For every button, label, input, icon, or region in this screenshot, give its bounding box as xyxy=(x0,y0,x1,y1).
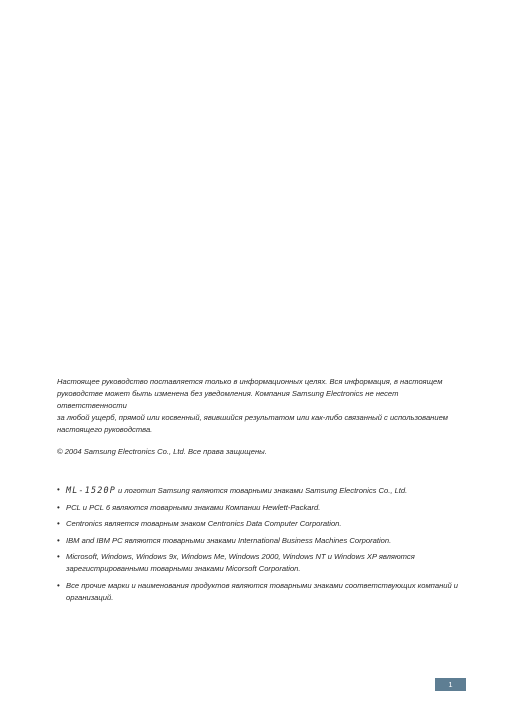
list-item xyxy=(57,580,469,604)
disclaimer-paragraph xyxy=(57,376,469,436)
trademark-text: Centronics является товарным знаком Centronics Data Computer Corporation. xyxy=(66,519,342,528)
bullet-icon: • xyxy=(57,552,60,561)
disclaimer-line: настоящего руководства. xyxy=(57,425,153,434)
trademark-text: IBM and IBM PC являются товарными знаками International Business Machines Corporation. xyxy=(66,535,392,545)
list-item xyxy=(57,535,469,547)
trademark-text: и логотип Samsung являются товарными знаками Samsung Electronics Co., Ltd. xyxy=(115,486,408,495)
trademark-text: зарегистрированными товарными знаками Micorsoft Corporation. xyxy=(66,564,301,573)
disclaimer-line: Настоящее руководство поставляется только в информационных целях. Вся информация, в настоящем xyxy=(57,377,443,386)
list-item xyxy=(57,502,469,514)
trademark-text: PCL и PCL 6 являются товарными знаками Компании Hewlett-Packard. xyxy=(66,502,321,512)
bullet-icon: • xyxy=(57,502,60,512)
list-item xyxy=(57,484,469,497)
bullet-icon: • xyxy=(57,485,60,494)
bullet-icon: • xyxy=(57,580,60,590)
trademark-text: Все прочие марки и наименования продуктов являются товарными знаками соответствующих компаний и xyxy=(66,580,459,590)
list-item xyxy=(57,518,469,530)
bullet-icon: • xyxy=(57,519,60,528)
trademark-text: Microsoft, Windows, Windows 9x, Windows Me, Windows 2000, Windows NT и Windows XP являются xyxy=(66,552,415,561)
disclaimer-line: за любой ущерб, прямой или косвенный, явившийся результатом или как-либо связанный с использованием xyxy=(57,413,448,422)
legal-notice-block xyxy=(57,376,469,608)
page-number: 1 xyxy=(435,678,466,691)
copyright-notice: © 2004 Samsung Electronics Co., Ltd. Все права защищены. xyxy=(57,447,267,456)
bullet-icon: • xyxy=(57,535,60,545)
trademark-text: организаций. xyxy=(66,592,114,602)
trademark-list xyxy=(57,484,469,604)
model-name: ML-1520P xyxy=(66,485,116,495)
list-item xyxy=(57,551,469,575)
disclaimer-line: руководстве может быть изменена без уведомления. Компания Samsung Electronics не несет ответственности xyxy=(57,389,399,410)
